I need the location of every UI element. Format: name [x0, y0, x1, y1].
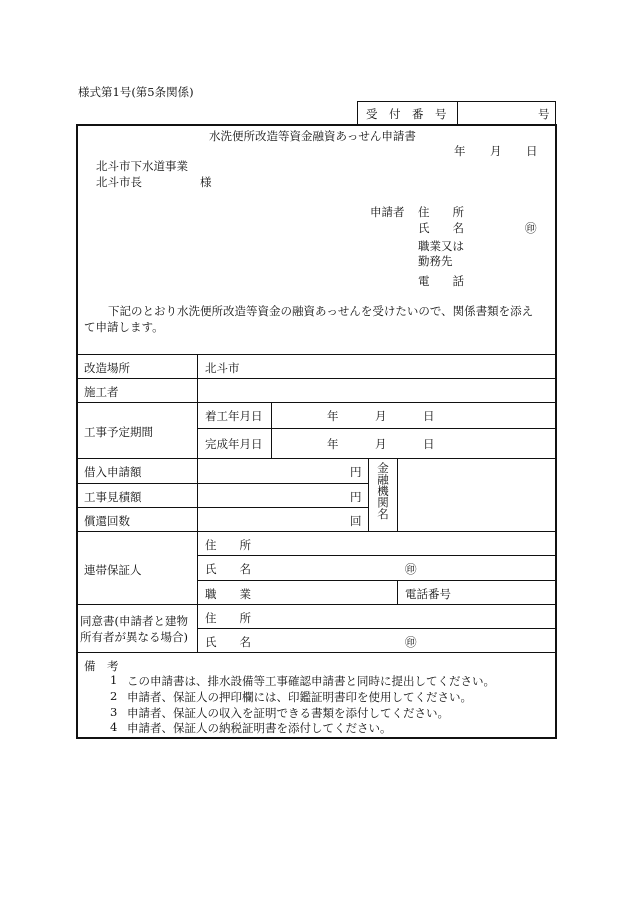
notes-heading: 備 考	[84, 659, 119, 673]
consent-label-line2: 所有者が異なる場合)	[80, 630, 188, 644]
addressee-line2: 北斗市長	[96, 175, 142, 189]
estimate-label: 工事見積額	[84, 490, 142, 504]
applicant-address-label: 住 所	[418, 205, 464, 219]
receipt-label: 受 付 番 号	[366, 107, 447, 121]
guarantor-phone-label: 電話番号	[405, 587, 451, 601]
bank-name-label: 金融機関名	[376, 462, 390, 520]
end-date-label: 完成年月日	[205, 437, 263, 451]
row-line	[76, 354, 557, 355]
applicant-seal: ㊞	[525, 221, 537, 235]
body-text-line1: 下記のとおり水洗便所改造等資金の融資あっせんを受けたいので、関係書類を添え	[108, 304, 534, 318]
applicant-label: 申請者	[370, 205, 405, 219]
row-line	[76, 604, 557, 605]
body-text-line2: て申請します。	[84, 320, 164, 334]
row-line	[76, 531, 557, 532]
row-line	[76, 378, 557, 379]
row-line	[197, 580, 557, 581]
receipt-divider	[457, 101, 458, 125]
note-1-number: 1	[110, 673, 118, 687]
applicant-workplace-label: 勤務先	[418, 254, 453, 268]
site-value: 北斗市	[205, 361, 240, 375]
note-3-number: 3	[110, 705, 118, 719]
guarantor-name-label: 氏 名	[205, 562, 251, 576]
note-4-number: 4	[110, 720, 118, 734]
row-line	[76, 402, 557, 403]
start-year: 年	[327, 409, 339, 423]
consent-label-line1: 同意書(申請者と建物	[80, 614, 188, 628]
applicant-name-label: 氏 名	[418, 221, 464, 235]
repayment-times: 回	[350, 514, 362, 528]
loan-yen: 円	[350, 465, 362, 479]
note-4-text: 申請者、保証人の納税証明書を添付してください。	[127, 721, 392, 735]
note-2-number: 2	[110, 689, 118, 703]
guarantor-label: 連帯保証人	[84, 563, 142, 577]
period-label: 工事予定期間	[84, 425, 153, 439]
contractor-label: 施工者	[84, 385, 119, 399]
guarantor-address-label: 住 所	[205, 538, 251, 552]
row-line	[76, 652, 557, 653]
guarantor-seal: ㊞	[405, 562, 417, 576]
bank-column-divider	[397, 458, 398, 531]
start-month: 月	[375, 409, 387, 423]
amount-column-divider	[368, 458, 369, 531]
date-day: 日	[526, 144, 538, 158]
row-line	[76, 458, 557, 459]
row-line	[197, 555, 557, 556]
applicant-occupation-label: 職業又は	[418, 239, 464, 253]
addressee-honorific: 様	[200, 175, 212, 189]
receipt-suffix: 号	[538, 107, 550, 121]
phone-column-divider	[397, 580, 398, 604]
date-column-divider	[271, 402, 272, 458]
row-line	[76, 507, 368, 508]
row-line	[197, 428, 557, 429]
estimate-yen: 円	[350, 490, 362, 504]
addressee-line1: 北斗市下水道事業	[96, 159, 188, 173]
form-number: 様式第1号(第5条関係)	[78, 85, 194, 99]
consent-seal: ㊞	[405, 635, 417, 649]
consent-address-label: 住 所	[205, 611, 251, 625]
site-label: 改造場所	[84, 361, 130, 375]
guarantor-job-label: 職 業	[205, 587, 251, 601]
consent-name-label: 氏 名	[205, 635, 251, 649]
row-line	[76, 483, 368, 484]
form-title: 水洗便所改造等資金融資あっせん申請書	[209, 129, 416, 143]
loan-amount-label: 借入申請額	[84, 465, 142, 479]
date-month: 月	[490, 144, 502, 158]
applicant-phone-label: 電 話	[418, 274, 464, 288]
row-line	[197, 628, 557, 629]
end-day: 日	[423, 437, 435, 451]
start-date-label: 着工年月日	[205, 409, 263, 423]
start-day: 日	[423, 409, 435, 423]
date-year: 年	[454, 144, 466, 158]
note-3-text: 申請者、保証人の収入を証明できる書類を添付してください。	[127, 706, 449, 720]
end-year: 年	[327, 437, 339, 451]
note-2-text: 申請者、保証人の押印欄には、印鑑証明書印を使用してください。	[127, 690, 472, 704]
label-column-divider	[197, 354, 198, 652]
repayment-count-label: 償還回数	[84, 514, 130, 528]
end-month: 月	[375, 437, 387, 451]
note-1-text: この申請書は、排水設備等工事確認申請書と同時に提出してください。	[127, 674, 495, 688]
